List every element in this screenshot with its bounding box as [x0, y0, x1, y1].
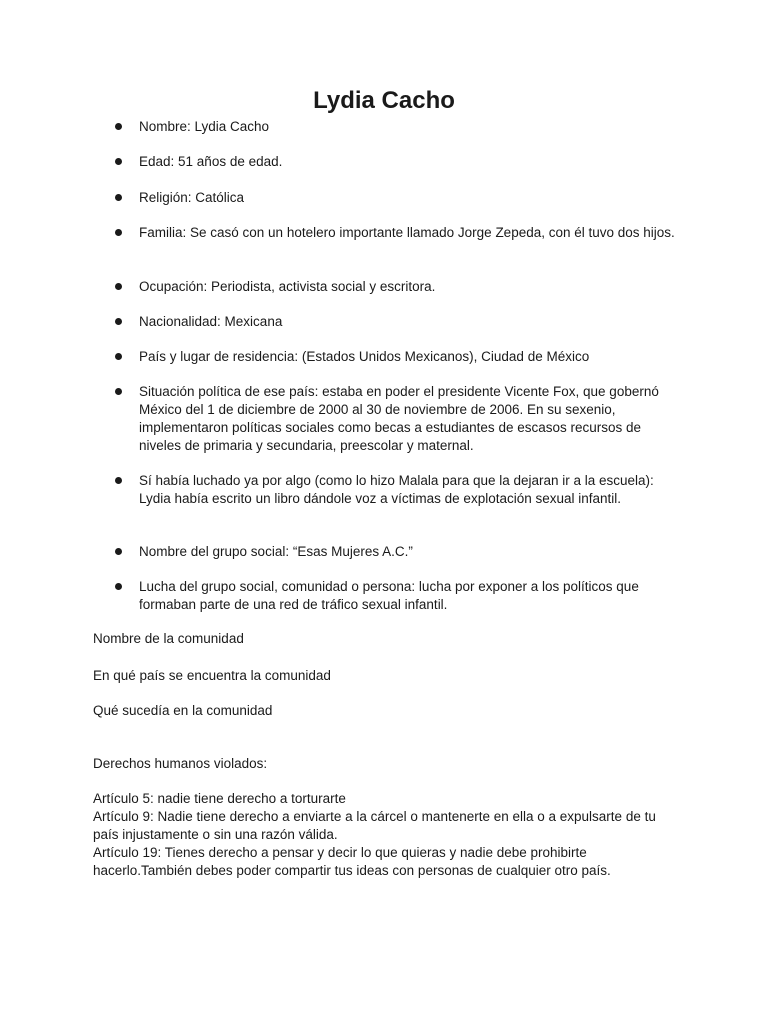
bullet-text: Familia: Se casó con un hotelero importante llamado Jorge Zepeda, con él tuvo dos hijos. — [139, 225, 675, 240]
bullet-text: Lucha del grupo social, comunidad o persona: lucha por exponer a los políticos que formaban parte de una red de tráfico sexual infantil. — [139, 579, 639, 612]
bullet-text: Religión: Católica — [139, 190, 245, 205]
prompt-pais-comunidad: En qué país se encuentra la comunidad — [93, 668, 331, 683]
bullet-item-edad — [139, 153, 679, 171]
prompt-que-sucedia: Qué sucedía en la comunidad — [93, 703, 273, 718]
prompt-nombre-comunidad: Nombre de la comunidad — [93, 631, 244, 646]
bullet-icon — [115, 158, 122, 165]
bullet-item-situacion-politica — [139, 383, 679, 455]
bullet-item-nombre — [139, 118, 679, 136]
bullet-icon — [115, 583, 122, 590]
bullet-icon — [115, 123, 122, 130]
bullet-item-ocupacion — [139, 278, 679, 296]
bullet-item-residencia — [139, 348, 679, 366]
bullet-text: Nombre del grupo social: “Esas Mujeres A.C.” — [139, 544, 413, 559]
bullet-text: Nacionalidad: Mexicana — [139, 314, 283, 329]
bullet-icon — [115, 353, 122, 360]
bullet-item-grupo-social — [139, 543, 679, 561]
bullet-icon — [115, 283, 122, 290]
document-title: Lydia Cacho — [313, 87, 455, 114]
bullet-text: Ocupación: Periodista, activista social y escritora. — [139, 279, 436, 294]
bullet-item-lucha-grupo — [139, 578, 679, 614]
bullet-item-nacionalidad — [139, 313, 679, 331]
bullet-icon — [115, 318, 122, 325]
bullet-text: Nombre: Lydia Cacho — [139, 119, 270, 134]
bullet-item-religion — [139, 189, 679, 207]
bullet-icon — [115, 388, 122, 395]
bullet-text: Edad: 51 años de edad. — [139, 154, 283, 169]
bullet-icon — [115, 477, 122, 484]
bullet-text: Sí había luchado ya por algo (como lo hizo Malala para que la dejaran ir a la escuela): Lydia había escrito un libro dándole voz a víctimas de explotación sexual infantil. — [139, 473, 654, 506]
bullet-icon — [115, 548, 122, 555]
bullet-item-familia — [139, 224, 679, 242]
rights-heading: Derechos humanos violados: — [93, 756, 268, 771]
article-5: Artículo 5: nadie tiene derecho a torturarte — [93, 791, 346, 806]
article-19: Artículo 19: Tienes derecho a pensar y decir lo que quieras y nadie debe prohibirte hacerlo.También debes poder compartir tus ideas con personas de cualquier otro país. — [93, 845, 611, 878]
article-9: Artículo 9: Nadie tiene derecho a enviarte a la cárcel o mantenerte en ella o a expulsarte de tu país injustamente o sin una razón válida. — [93, 809, 656, 842]
bullet-icon — [115, 229, 122, 236]
bullet-text: País y lugar de residencia: (Estados Unidos Mexicanos), Ciudad de México — [139, 349, 590, 364]
bullet-text: Situación política de ese país: estaba en poder el presidente Vicente Fox, que gobernó México del 1 de diciembre de 2000 al 30 de noviembre de 2006. En su sexenio, implementaron políticas sociales como becas a estudiantes de escasos recursos de niveles de primaria y secundaria, preescolar y maternal. — [139, 384, 659, 453]
bullet-item-lucha-previa — [139, 472, 679, 508]
bullet-icon — [115, 194, 122, 201]
